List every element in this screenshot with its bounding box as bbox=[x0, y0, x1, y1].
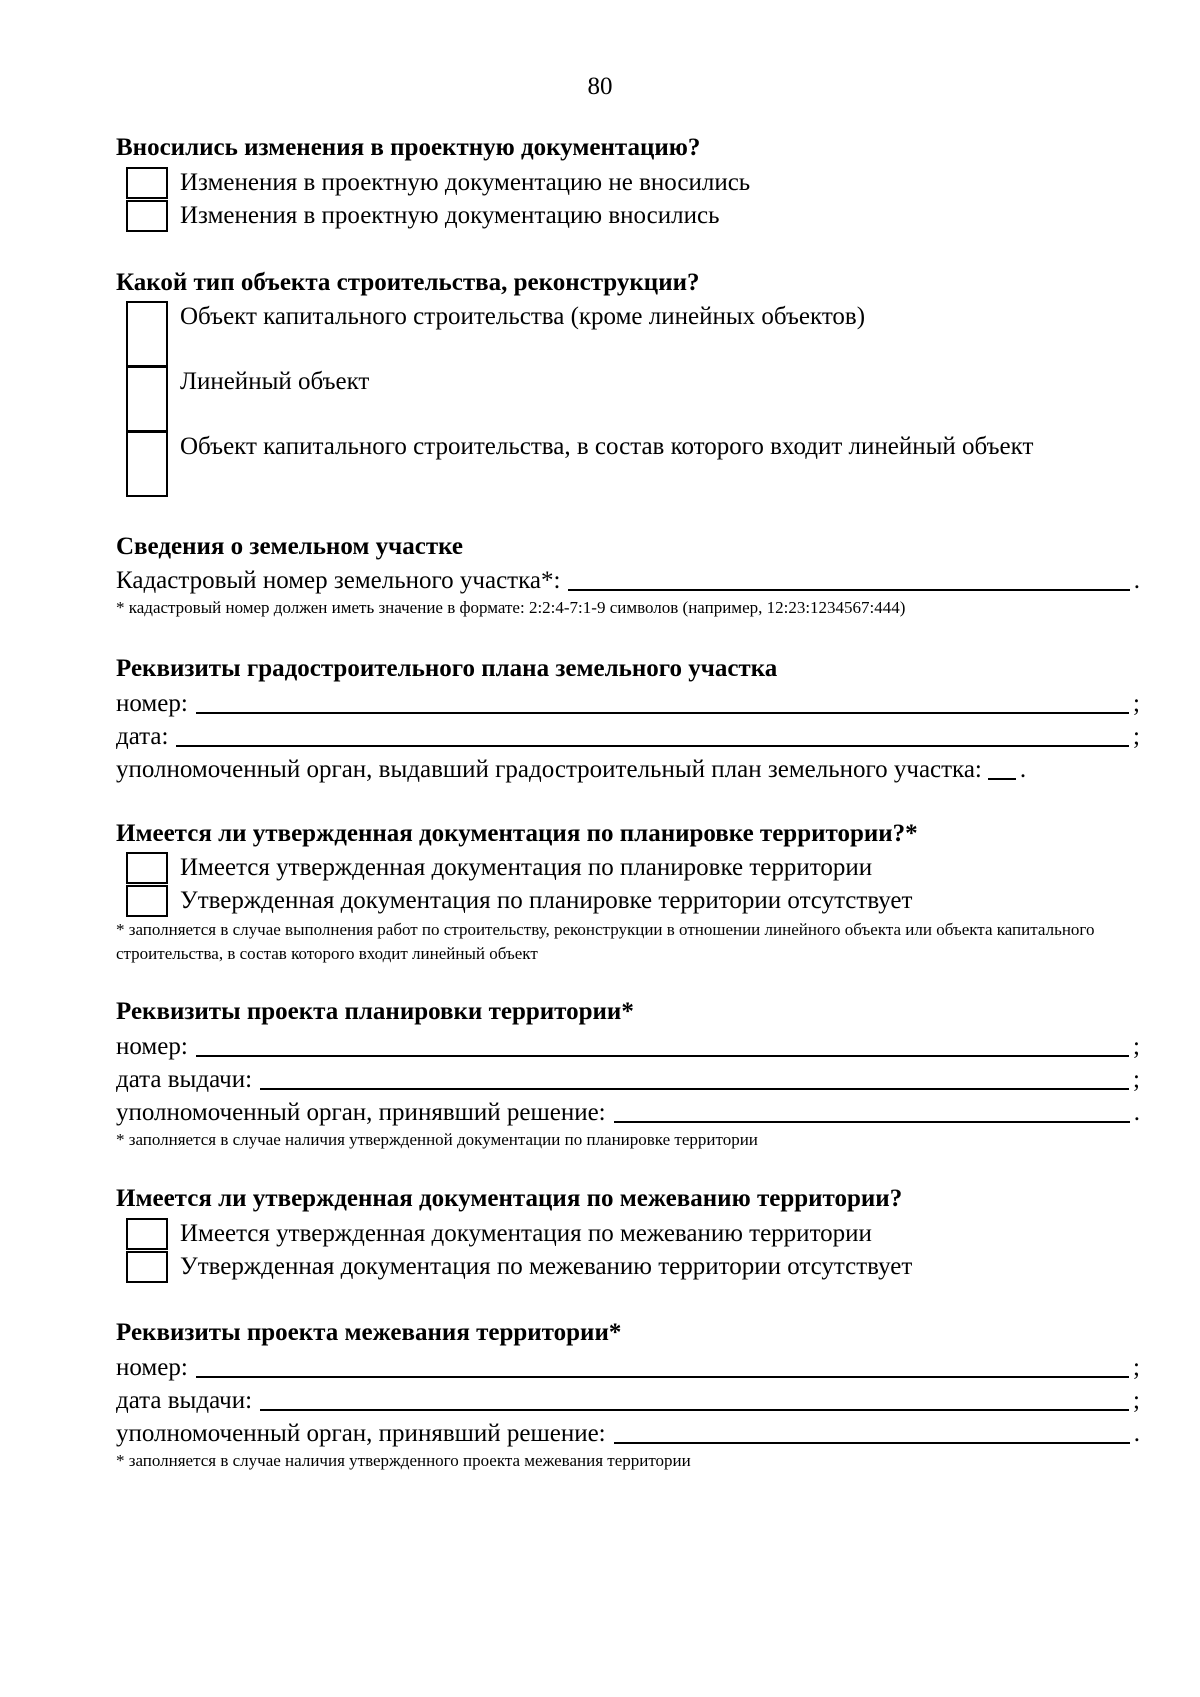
checkbox-label: Изменения в проектную документацию не вносились bbox=[180, 169, 751, 196]
field-label: Кадастровый номер земельного участка*: bbox=[116, 567, 561, 594]
checkbox-label: Изменения в проектную документацию вносились bbox=[180, 202, 720, 229]
section-heading-planning-docs: Имеется ли утвержденная документация по планировке территории?* bbox=[116, 820, 918, 847]
urban-plan-authority-field[interactable] bbox=[116, 754, 1140, 786]
field-label: номер: bbox=[116, 690, 188, 717]
planning-project-date-field[interactable] bbox=[116, 1064, 1140, 1096]
field-label: номер: bbox=[116, 1033, 188, 1060]
field-label: уполномоченный орган, выдавший градостроительный план земельного участка: bbox=[116, 756, 982, 783]
surveying-project-number-field[interactable] bbox=[116, 1352, 1140, 1384]
field-punctuation: ; bbox=[1133, 723, 1140, 750]
surveying-project-date-field[interactable] bbox=[116, 1385, 1140, 1417]
field-punctuation: ; bbox=[1133, 1354, 1140, 1381]
section-heading-surveying-project: Реквизиты проекта межевания территории* bbox=[116, 1319, 622, 1346]
checkbox-label: Объект капитального строительства, в состав которого входит линейный объект bbox=[180, 433, 1034, 460]
field-punctuation: . bbox=[1133, 1099, 1140, 1126]
checkbox[interactable] bbox=[126, 852, 168, 884]
section-heading-project-changes: Вносились изменения в проектную документацию? bbox=[116, 134, 701, 161]
footnote-planning-project: * заполняется в случае наличия утвержденной документации по планировке территории bbox=[116, 1130, 758, 1149]
checkbox-label: Имеется утвержденная документация по планировке территории bbox=[180, 854, 873, 881]
checkbox-label: Линейный объект bbox=[180, 368, 370, 395]
urban-plan-date-field[interactable] bbox=[116, 721, 1140, 753]
field-punctuation: ; bbox=[1133, 690, 1140, 717]
planning-project-authority-field[interactable] bbox=[116, 1097, 1140, 1129]
input-line[interactable] bbox=[260, 1064, 1129, 1090]
input-line[interactable] bbox=[176, 721, 1129, 747]
input-line[interactable] bbox=[196, 1031, 1129, 1057]
field-punctuation: . bbox=[1019, 756, 1027, 783]
field-label: уполномоченный орган, принявший решение: bbox=[116, 1420, 606, 1447]
field-punctuation: . bbox=[1133, 1420, 1140, 1447]
field-label: дата выдачи: bbox=[116, 1066, 253, 1093]
checkbox-label: Утвержденная документация по межеванию территории отсутствует bbox=[180, 1253, 913, 1280]
field-label: номер: bbox=[116, 1354, 188, 1381]
section-heading-surveying-docs: Имеется ли утвержденная документация по межеванию территории? bbox=[116, 1185, 903, 1212]
field-punctuation: ; bbox=[1133, 1033, 1140, 1060]
checkbox[interactable] bbox=[126, 1218, 168, 1250]
checkbox-label: Утвержденная документация по планировке территории отсутствует bbox=[180, 887, 913, 914]
cadastral-number-field[interactable] bbox=[116, 565, 1140, 597]
field-punctuation: ; bbox=[1133, 1066, 1140, 1093]
urban-plan-number-field[interactable] bbox=[116, 688, 1140, 720]
checkbox-label: Объект капитального строительства (кроме линейных объектов) bbox=[180, 303, 866, 330]
field-punctuation: . bbox=[1133, 567, 1140, 594]
section-heading-urban-plan: Реквизиты градостроительного плана земельного участка bbox=[116, 655, 778, 682]
checkbox[interactable] bbox=[126, 301, 168, 367]
section-heading-planning-project: Реквизиты проекта планировки территории* bbox=[116, 998, 634, 1025]
input-line[interactable] bbox=[196, 1352, 1129, 1378]
checkbox[interactable] bbox=[126, 366, 168, 432]
input-line[interactable] bbox=[614, 1097, 1130, 1123]
checkbox[interactable] bbox=[126, 431, 168, 497]
checkbox-label: Имеется утвержденная документация по межеванию территории bbox=[180, 1220, 872, 1247]
checkbox[interactable] bbox=[126, 885, 168, 917]
checkbox[interactable] bbox=[126, 200, 168, 232]
input-line[interactable] bbox=[260, 1385, 1129, 1411]
field-label: дата выдачи: bbox=[116, 1387, 253, 1414]
cadastral-number-input-line[interactable] bbox=[568, 565, 1129, 591]
checkbox[interactable] bbox=[126, 167, 168, 199]
field-label: уполномоченный орган, принявший решение: bbox=[116, 1099, 606, 1126]
input-line[interactable] bbox=[614, 1418, 1130, 1444]
footnote-cadastral-format: * кадастровый номер должен иметь значение в формате: 2:2:4-7:1-9 символов (например, 12:23:1234567:444) bbox=[116, 598, 906, 617]
field-punctuation: ; bbox=[1133, 1387, 1140, 1414]
input-line[interactable] bbox=[988, 754, 1016, 780]
page-number: 80 bbox=[587, 73, 613, 100]
surveying-project-authority-field[interactable] bbox=[116, 1418, 1140, 1450]
footnote-planning-docs: * заполняется в случае выполнения работ по строительству, реконструкции в отношении линейного объекта или объекта капитального строительства, в состав которого входит линейный объект bbox=[116, 920, 1095, 963]
section-heading-object-type: Какой тип объекта строительства, реконструкции? bbox=[116, 269, 700, 296]
footnote-surveying-project: * заполняется в случае наличия утвержденного проекта межевания территории bbox=[116, 1451, 691, 1470]
field-label: дата: bbox=[116, 723, 169, 750]
input-line[interactable] bbox=[196, 688, 1129, 714]
checkbox[interactable] bbox=[126, 1251, 168, 1283]
section-heading-land-plot: Сведения о земельном участке bbox=[116, 533, 463, 560]
planning-project-number-field[interactable] bbox=[116, 1031, 1140, 1063]
